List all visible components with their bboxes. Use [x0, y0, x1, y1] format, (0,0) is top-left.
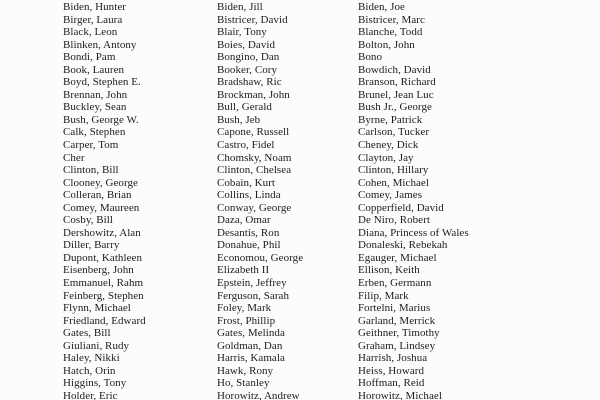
name-entry: Goldman, Dan — [217, 339, 283, 352]
name-entry: Feinberg, Stephen — [63, 289, 144, 302]
name-entry: Biden, Jill — [217, 1, 263, 13]
name-entry: Hatch, Orin — [63, 364, 116, 377]
name-entry: Economou, George — [217, 251, 304, 264]
name-entry: Ho, Stanley — [217, 377, 270, 390]
name-entry: Diana, Princess of Wales — [358, 226, 469, 239]
name-entry: De Niro, Robert — [358, 214, 430, 227]
name-entry: Friedland, Edward — [63, 314, 146, 327]
name-entry: Bono — [358, 51, 383, 64]
name-entry: Fortelni, Marius — [358, 302, 431, 315]
name-entry: Frost, Phillip — [217, 314, 276, 327]
name-entry: Booker, Cory — [217, 63, 278, 76]
name-column-2 — [217, 1, 355, 400]
name-entry: Heiss, Howard — [358, 364, 425, 377]
name-entry: Emmanuel, Rahm — [63, 277, 144, 290]
name-entry: Capone, Russell — [217, 126, 290, 139]
name-entry: Carlson, Tucker — [358, 126, 430, 139]
name-entry: Holder, Eric — [63, 389, 118, 400]
name-entry: Clinton, Chelsea — [217, 164, 292, 177]
name-entry: Donahue, Phil — [217, 239, 281, 252]
name-entry: Gates, Bill — [63, 327, 111, 340]
name-entry: Horowitz, Andrew — [217, 389, 300, 400]
name-entry: Clinton, Bill — [63, 164, 119, 177]
name-entry: Book, Lauren — [63, 63, 125, 76]
name-entry: Bondi, Pam — [63, 51, 116, 64]
name-entry: Clinton, Hillary — [358, 164, 429, 177]
name-entry: Branson, Richard — [358, 76, 436, 89]
name-entry: Ferguson, Sarah — [217, 289, 290, 302]
name-entry: Bush, Jeb — [217, 113, 261, 126]
name-entry: Desantis, Ron — [217, 226, 280, 239]
name-entry: Bolton, John — [358, 38, 415, 51]
name-entry: Daza, Omar — [217, 214, 271, 227]
name-entry: Blanche, Todd — [358, 26, 423, 39]
name-entry: Blinken, Antony — [63, 38, 137, 51]
name-entry: Egauger, Michael — [358, 251, 437, 264]
name-entry: Cobain, Kurt — [217, 176, 276, 189]
name-entry: Foley, Mark — [217, 302, 272, 315]
name-entry: Cohen, Michael — [358, 176, 429, 189]
name-entry: Byrne, Patrick — [358, 113, 423, 126]
name-entry: Cosby, Bill — [63, 214, 113, 227]
name-entry: Higgins, Tony — [63, 377, 127, 390]
name-entry: Bistricer, Marc — [358, 13, 425, 26]
name-entry: Comey, James — [358, 189, 423, 202]
name-entry: Filip, Mark — [358, 289, 409, 302]
name-entry: Dershowitz, Alan — [63, 226, 141, 239]
name-entry: Bush Jr., George — [358, 101, 432, 114]
name-entry: Cheney, Dick — [358, 139, 419, 152]
name-entry: Clooney, George — [63, 176, 138, 189]
name-entry: Birger, Laura — [63, 13, 123, 26]
name-entry: Black, Leon — [63, 26, 118, 39]
name-entry: Gates, Melinda — [217, 327, 285, 340]
name-entry: Carper, Tom — [63, 139, 119, 152]
name-entry: Brennan, John — [63, 88, 128, 101]
name-entry: Blair, Tony — [217, 26, 267, 39]
name-entry: Flynn, Michael — [63, 302, 131, 315]
name-entry: Cher — [63, 151, 85, 164]
name-entry: Elizabeth II — [217, 264, 270, 277]
name-entry: Diller, Barry — [63, 239, 120, 252]
name-entry: Horowitz, Michael — [358, 389, 442, 400]
name-entry: Bull, Gerald — [217, 101, 272, 114]
name-entry: Haley, Nikki — [63, 352, 120, 365]
name-entry: Ellison, Keith — [358, 264, 420, 277]
name-entry: Chomsky, Noam — [217, 151, 292, 164]
name-entry: Eisenberg, John — [63, 264, 134, 277]
name-entry: Buckley, Sean — [63, 101, 127, 114]
name-entry: Copperfield, David — [358, 201, 444, 214]
name-entry: Hawk, Rony — [217, 364, 274, 377]
name-entry: Boies, David — [217, 38, 276, 51]
name-entry: Castro, Fidel — [217, 139, 275, 152]
name-entry: Harrish, Joshua — [358, 352, 428, 365]
name-entry: Dupont, Kathleen — [63, 251, 143, 264]
name-entry: Bradshaw, Ric — [217, 76, 282, 89]
name-entry: Biden, Hunter — [63, 1, 126, 13]
name-column-1 — [63, 1, 215, 400]
name-entry: Bongino, Dan — [217, 51, 280, 64]
name-entry: Brockman, John — [217, 88, 290, 101]
name-entry: Epstein, Jeffrey — [217, 277, 287, 290]
name-entry: Harris, Kamala — [217, 352, 285, 365]
name-entry: Giuliani, Rudy — [63, 339, 130, 352]
name-entry: Bowdich, David — [358, 63, 431, 76]
name-entry: Brunel, Jean Luc — [358, 88, 434, 101]
name-column-3 — [358, 1, 558, 400]
name-entry: Clayton, Jay — [358, 151, 414, 164]
name-entry: Garland, Merrick — [358, 314, 436, 327]
name-entry: Bistricer, David — [217, 13, 288, 26]
name-entry: Graham, Lindsey — [358, 339, 436, 352]
name-entry: Erben, Germann — [358, 277, 432, 290]
name-entry: Collins, Linda — [217, 189, 281, 202]
name-entry: Colleran, Brian — [63, 189, 132, 202]
name-entry: Biden, Joe — [358, 1, 405, 13]
name-entry: Comey, Maureen — [63, 201, 140, 214]
name-entry: Hoffman, Reid — [358, 377, 425, 390]
name-entry: Donaleski, Rebekah — [358, 239, 448, 252]
name-entry: Geithner, Timothy — [358, 327, 440, 340]
name-entry: Calk, Stephen — [63, 126, 126, 139]
name-entry: Boyd, Stephen E. — [63, 76, 141, 89]
name-entry: Conway, George — [217, 201, 292, 214]
name-entry: Bush, George W. — [63, 113, 139, 126]
